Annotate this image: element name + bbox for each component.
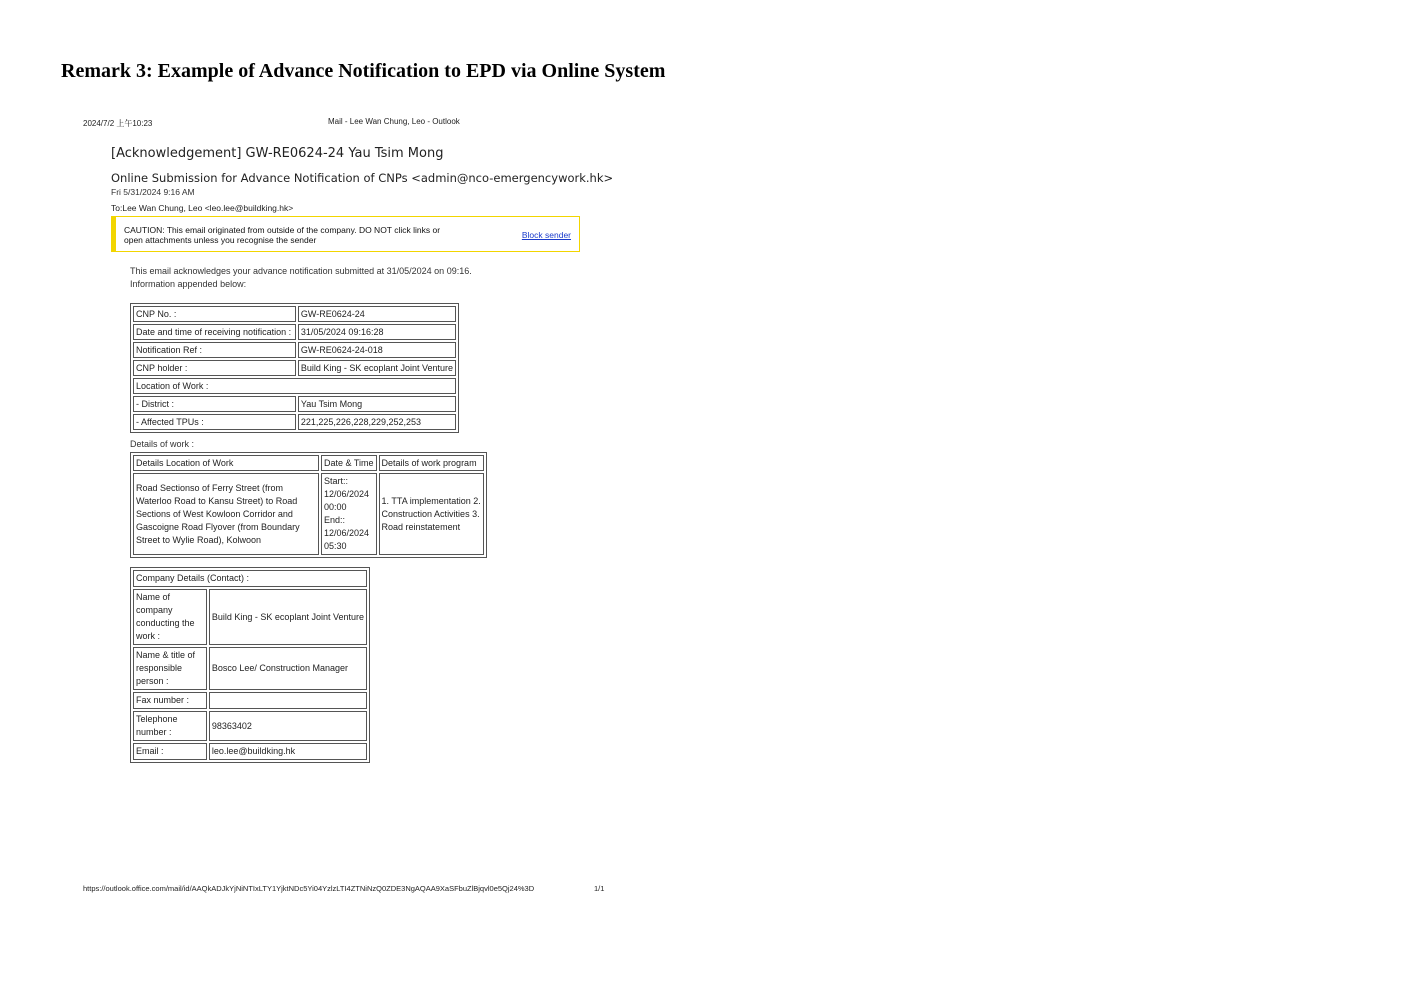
- print-date: 2024/7/2 上午10:23: [83, 119, 153, 128]
- email-to: To:Lee Wan Chung, Leo <leo.lee@buildking.hk>: [111, 203, 294, 213]
- cnp-no-label: CNP No. :: [133, 306, 296, 322]
- person-label: Name & title of responsible person :: [133, 647, 207, 690]
- ref-value: GW-RE0624-24-018: [298, 342, 456, 358]
- details-of-work-label: Details of work :: [130, 439, 195, 449]
- cnp-no-value: GW-RE0624-24: [298, 306, 456, 322]
- footer-url: https://outlook.office.com/mail/id/AAQkADJkYjNiNTIxLTY1YjktNDc5Yi04YzlzLTI4ZTNiNzQ0ZDE3NgAQAA9XaSFbuZlBjqvl0e5Qj24%3D: [83, 884, 535, 893]
- work-datetime: [321, 473, 377, 555]
- ack-line-2: Information appended below:: [130, 279, 247, 289]
- table-row: [133, 647, 367, 690]
- company-details-table: [130, 567, 370, 763]
- holder-label: CNP holder :: [133, 360, 296, 376]
- email-from[interactable]: Online Submission for Advance Notification of CNPs <admin@nco-emergencywork.hk>: [111, 171, 614, 185]
- email-label: Email :: [133, 743, 207, 760]
- work-location: Road Sectionso of Ferry Street (from Waterloo Road to Kansu Street) to Road Sections of West Kowloon Corridor and Gascoigne Road Flyover (from Boundary Street to Wylie Road), Kolwoon: [133, 473, 319, 555]
- company-name-label: Name of company conducting the work :: [133, 589, 207, 645]
- work-program: 1. TTA implementation 2. Construction Activities 3. Road reinstatement: [379, 473, 484, 555]
- location-label: Location of Work :: [133, 378, 456, 394]
- col-header-datetime: Date & Time: [321, 455, 377, 471]
- company-name-value: Build King - SK ecoplant Joint Venture: [209, 589, 367, 645]
- person-value: Bosco Lee/ Construction Manager: [209, 647, 367, 690]
- table-row: [133, 473, 484, 555]
- caution-text: CAUTION: This email originated from outside of the company. DO NOT click links or open attachments unless you recognise the sender: [124, 225, 441, 245]
- start-date: 12/06/2024: [324, 489, 370, 499]
- table-row: [133, 324, 456, 340]
- caution-banner: [111, 216, 580, 252]
- end-label: End::: [324, 515, 346, 525]
- table-row: [133, 342, 456, 358]
- holder-value: Build King - SK ecoplant Joint Venture: [298, 360, 456, 376]
- tpu-value: 221,225,226,228,229,252,253: [298, 414, 456, 430]
- table-row: [133, 743, 367, 760]
- table-row: [133, 589, 367, 645]
- tel-value: 98363402: [209, 711, 367, 741]
- start-time: 00:00: [324, 502, 347, 512]
- district-value: Yau Tsim Mong: [298, 396, 456, 412]
- ref-label: Notification Ref :: [133, 342, 296, 358]
- email-sent-time: Fri 5/31/2024 9:16 AM: [111, 187, 195, 197]
- table-row: [133, 378, 456, 394]
- tpu-label: - Affected TPUs :: [133, 414, 296, 430]
- fax-value: [209, 692, 367, 709]
- ack-line-1: This email acknowledges your advance notification submitted at 31/05/2024 on 09:16.: [130, 266, 472, 276]
- start-label: Start::: [324, 476, 349, 486]
- table-header-row: [133, 455, 484, 471]
- remark-title: Remark 3: Example of Advance Notification to EPD via Online System: [61, 60, 666, 82]
- col-header-program: Details of work program: [379, 455, 484, 471]
- acknowledgement-text: [130, 265, 472, 291]
- table-header-row: [133, 570, 367, 587]
- end-date: 12/06/2024: [324, 528, 370, 538]
- work-details-table: [130, 452, 487, 558]
- table-row: [133, 414, 456, 430]
- table-row: [133, 711, 367, 741]
- footer-page-number: 1/1: [594, 884, 605, 893]
- table-row: [133, 692, 367, 709]
- col-header-location: Details Location of Work: [133, 455, 319, 471]
- email-value: leo.lee@buildking.hk: [209, 743, 367, 760]
- notification-info-table: [130, 303, 459, 433]
- date-value: 31/05/2024 09:16:28: [298, 324, 456, 340]
- table-row: [133, 360, 456, 376]
- print-header-title: Mail - Lee Wan Chung, Leo - Outlook: [328, 117, 460, 126]
- district-label: - District :: [133, 396, 296, 412]
- table-row: [133, 396, 456, 412]
- end-time: 05:30: [324, 541, 347, 551]
- table-row: [133, 306, 456, 322]
- block-sender-link[interactable]: Block sender: [521, 230, 571, 240]
- date-label: Date and time of receiving notification :: [133, 324, 296, 340]
- fax-label: Fax number :: [133, 692, 207, 709]
- tel-label: Telephone number :: [133, 711, 207, 741]
- email-subject: [Acknowledgement] GW-RE0624-24 Yau Tsim Mong: [111, 146, 444, 161]
- company-header: Company Details (Contact) :: [133, 570, 367, 587]
